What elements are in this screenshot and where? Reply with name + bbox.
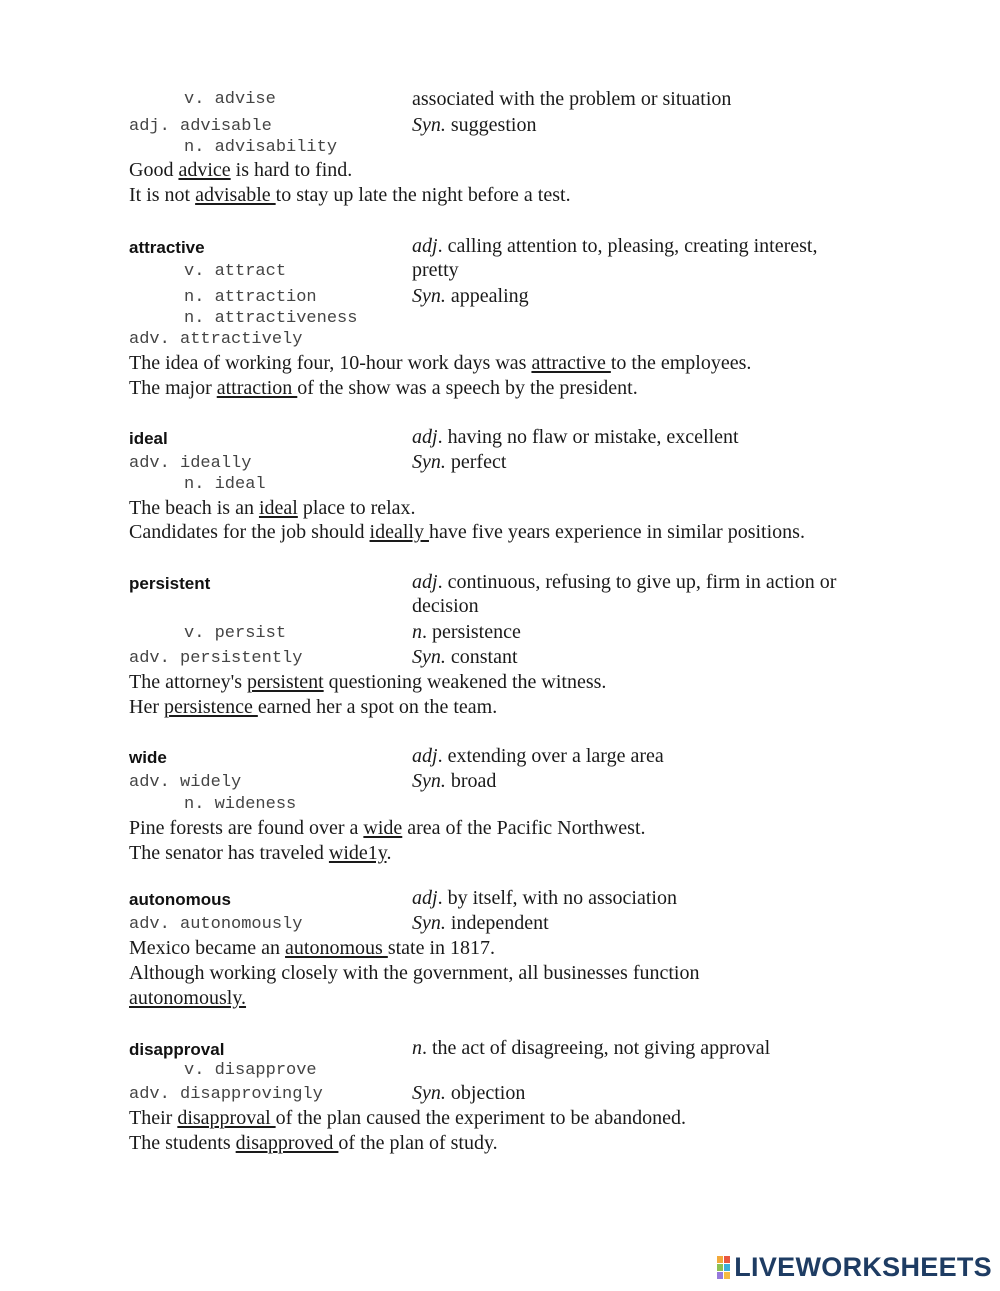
example-sentence: The beach is an ideal place to relax. [129, 497, 416, 519]
word-form: adv. disapprovingly [129, 1085, 323, 1104]
example-sentence: Good advice is hard to find. [129, 159, 353, 181]
liveworksheets-logo[interactable] [717, 1253, 992, 1281]
definition: n. the act of disagreeing, not giving approval [412, 1037, 771, 1059]
example-sentence: Pine forests are found over a wide area of the Pacific Northwest. [129, 817, 646, 839]
headword: wide [129, 748, 167, 767]
word-form: v. persist [184, 624, 287, 643]
definition-continued: pretty [412, 259, 459, 281]
word-form: n. attractiveness [184, 309, 358, 328]
example-sentence: The idea of working four, 10-hour work days was attractive to the employees. [129, 352, 752, 374]
example-sentence: Her persistence earned her a spot on the team. [129, 696, 498, 718]
word-form: n. advisability [184, 138, 338, 157]
logo-block [717, 1256, 723, 1263]
headword: persistent [129, 574, 211, 593]
word-form: v. attract [184, 262, 287, 281]
logo-block [724, 1256, 730, 1263]
word-form: adv. ideally [129, 454, 252, 473]
headword: disapproval [129, 1040, 225, 1059]
logo-block [724, 1264, 730, 1271]
synonym: Syn. perfect [412, 451, 507, 473]
word-form: v. advise [184, 90, 276, 109]
definition: adj. calling attention to, pleasing, creating interest, [412, 235, 818, 257]
definition: adj. continuous, refusing to give up, firm in action or [412, 571, 837, 593]
word-form: n. attraction [184, 288, 317, 307]
definition: adj. having no flaw or mistake, excellent [412, 426, 739, 448]
example-sentence: The students disapproved of the plan of study. [129, 1132, 498, 1154]
headword: autonomous [129, 890, 231, 909]
word-form: adv. widely [129, 773, 242, 792]
headword: ideal [129, 429, 168, 448]
synonym: Syn. suggestion [412, 114, 537, 136]
headword: attractive [129, 238, 205, 257]
synonym: Syn. appealing [412, 285, 529, 307]
synonym: Syn. independent [412, 912, 549, 934]
word-form: adv. autonomously [129, 915, 303, 934]
word-form: n. ideal [184, 475, 266, 494]
example-sentence: Although working closely with the government, all businesses function [129, 962, 700, 984]
example-sentence: Candidates for the job should ideally have five years experience in similar positions. [129, 521, 805, 543]
word-form: adj. advisable [129, 117, 272, 136]
example-sentence: The major attraction of the show was a speech by the president. [129, 377, 638, 399]
definition-continued: decision [412, 595, 479, 617]
definition: adj. by itself, with no association [412, 887, 677, 909]
definition: associated with the problem or situation [412, 88, 732, 110]
example-sentence: Mexico became an autonomous state in 1817. [129, 937, 496, 959]
logo-blocks-icon [717, 1256, 730, 1279]
logo-block [717, 1272, 723, 1279]
noun-form: n. persistence [412, 621, 521, 643]
logo-text: LIVEWORKSHEETS [734, 1251, 992, 1282]
word-form: n. wideness [184, 795, 297, 814]
word-form: adv. persistently [129, 649, 303, 668]
word-form: adv. attractively [129, 330, 303, 349]
example-sentence: The attorney's persistent questioning weakened the witness. [129, 671, 607, 693]
synonym: Syn. objection [412, 1082, 526, 1104]
logo-block [717, 1264, 723, 1271]
synonym: Syn. constant [412, 646, 518, 668]
synonym: Syn. broad [412, 770, 497, 792]
logo-block [724, 1272, 730, 1279]
example-sentence-continued: autonomously. [129, 987, 247, 1009]
example-sentence: The senator has traveled wide1y. [129, 842, 392, 864]
word-form: v. disapprove [184, 1061, 317, 1080]
example-sentence: It is not advisable to stay up late the night before a test. [129, 184, 571, 206]
example-sentence: Their disapproval of the plan caused the experiment to be abandoned. [129, 1107, 687, 1129]
definition: adj. extending over a large area [412, 745, 664, 767]
